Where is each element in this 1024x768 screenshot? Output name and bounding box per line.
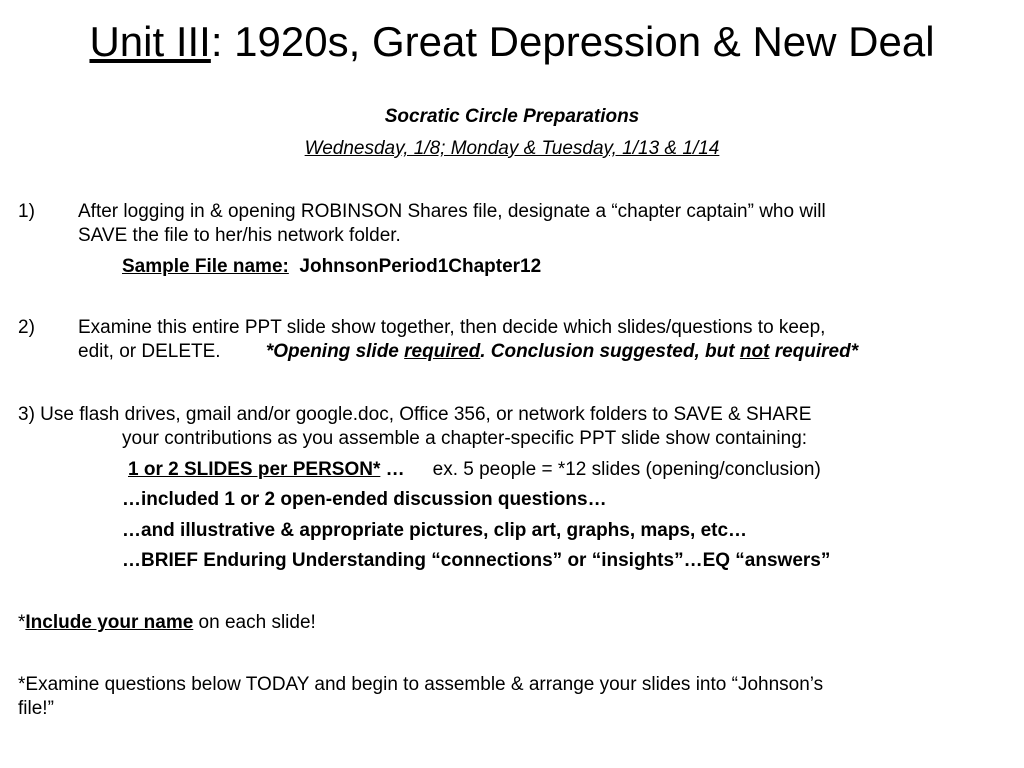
note-examine-line2: file!” <box>18 698 54 719</box>
note-examine-line1: *Examine questions below TODAY and begin to assemble & arrange your slides into “Johnson’s <box>18 674 824 695</box>
subtitle-line2: Wednesday, 1/8; Monday & Tuesday, 1/13 & 1/14 <box>304 138 720 159</box>
item3-bullet3: …BRIEF Enduring Understanding “connections” or “insights”…EQ “answers” <box>122 550 831 571</box>
note-name-rest: on each slide! <box>193 612 316 633</box>
subtitle-line1: Socratic Circle Preparations <box>384 106 640 127</box>
item1-number: 1) <box>18 201 35 222</box>
item2-number: 2) <box>18 317 35 338</box>
item2-line2-text: edit, or DELETE. <box>78 341 221 362</box>
item2-note-c: . Conclusion suggested, but <box>480 341 740 362</box>
title-unit: Unit III <box>89 18 211 65</box>
item2-note-e: required* <box>769 341 859 362</box>
item2-line2 <box>78 340 858 364</box>
sample-file-value: JohnsonPeriod1Chapter12 <box>299 256 542 277</box>
note-name-prefix: * <box>18 612 26 633</box>
item3-slides <box>128 458 821 482</box>
item2-note-a: *Opening slide <box>265 341 405 362</box>
note-include-name <box>18 611 316 635</box>
slide-title <box>0 16 1024 68</box>
item1-sample <box>122 255 541 279</box>
slides-per-person: 1 or 2 SLIDES per PERSON* <box>128 459 381 480</box>
item2-note-required: required <box>404 341 481 362</box>
item2-note-not: not <box>739 341 770 362</box>
item3-bullet2: …and illustrative & appropriate pictures, clip art, graphs, maps, etc… <box>122 520 748 541</box>
item2-line1: Examine this entire PPT slide show together, then decide which slides/questions to keep, <box>78 317 826 338</box>
item3-bullet1: …included 1 or 2 open-ended discussion questions… <box>122 489 607 510</box>
slides-ellipsis: … <box>380 459 405 480</box>
sample-file-label: Sample File name: <box>122 256 289 277</box>
item1-line2: SAVE the file to her/his network folder. <box>78 225 401 246</box>
slides-example: ex. 5 people = *12 slides (opening/conclusion) <box>432 459 821 480</box>
note-name-bold: Include your name <box>25 612 194 633</box>
item3-line1: 3) Use flash drives, gmail and/or google.doc, Office 356, or network folders to SAVE & SHARE <box>18 404 812 425</box>
title-rest: : 1920s, Great Depression & New Deal <box>210 18 935 65</box>
item1-line1: After logging in & opening ROBINSON Shares file, designate a “chapter captain” who will <box>78 201 826 222</box>
item2-note <box>266 341 858 362</box>
item3-line2: your contributions as you assemble a chapter-specific PPT slide show containing: <box>122 428 808 449</box>
